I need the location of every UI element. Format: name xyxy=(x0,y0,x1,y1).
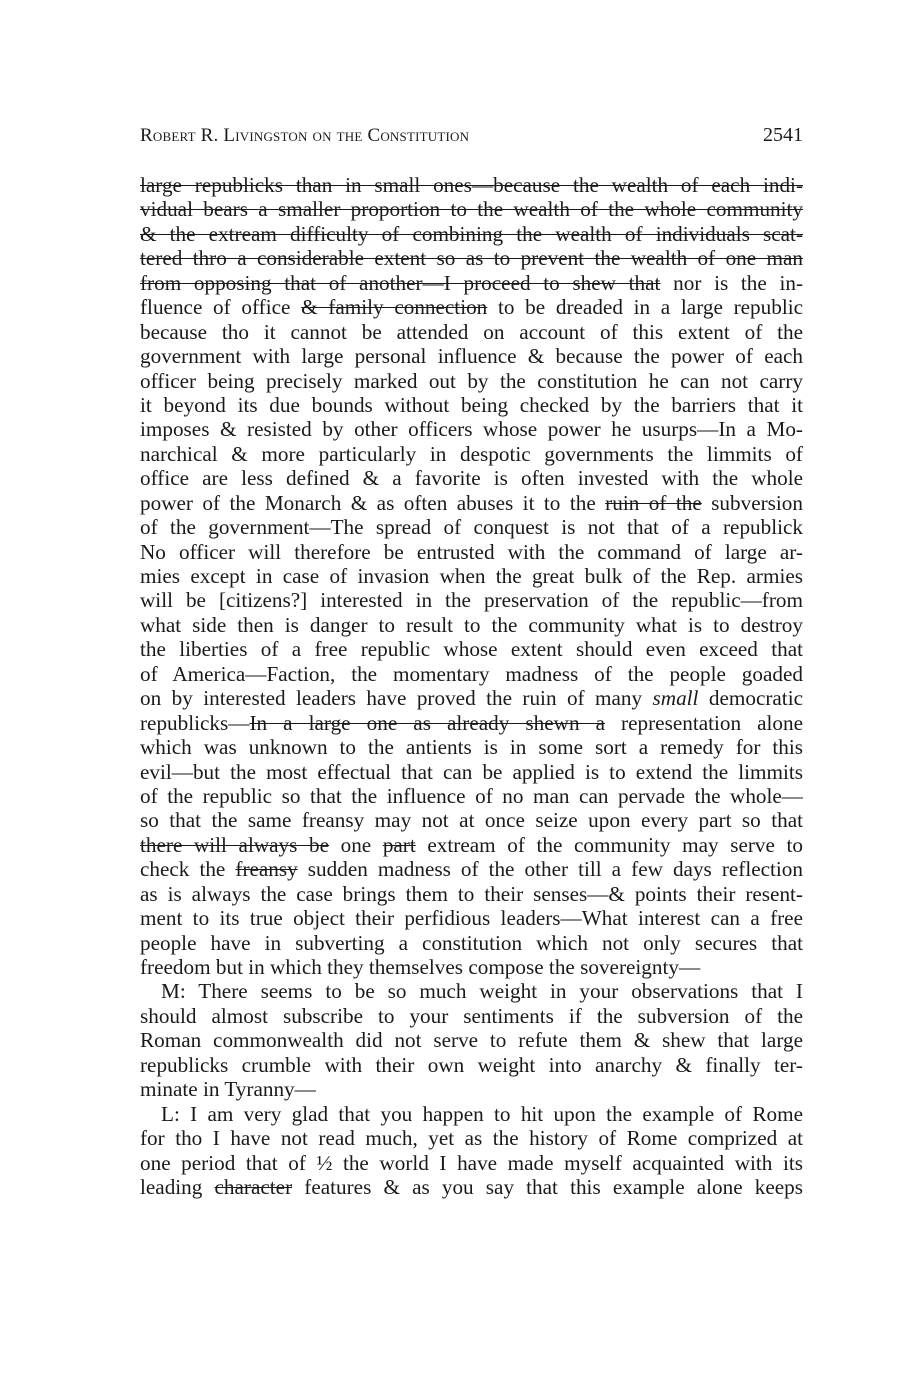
text-line xyxy=(140,295,803,319)
struck-text: & the extream difficulty of combining the wealth of individuals scat- xyxy=(140,221,803,246)
text-segment: government with large personal influence & because the power of each xyxy=(140,344,803,369)
text-segment: republicks— xyxy=(140,710,250,735)
text-line xyxy=(140,931,803,955)
text-segment: features & as you say that this example alone keeps xyxy=(292,1174,803,1199)
text-segment: ment to its true object their perfidious leaders—What interest can a free xyxy=(140,906,803,931)
struck-text: & family connection xyxy=(301,295,488,320)
text-line xyxy=(140,1028,803,1052)
text-line xyxy=(140,320,803,344)
text-line xyxy=(140,857,803,881)
text-segment: will be [citizens?] interested in the preservation of the republic—from xyxy=(140,588,803,613)
text-line xyxy=(140,393,803,417)
text-segment: what side then is danger to result to the community what is to destroy xyxy=(140,612,803,637)
text-segment: nor is the in- xyxy=(660,270,804,295)
text-line xyxy=(140,955,803,979)
text-line xyxy=(140,906,803,930)
text-line xyxy=(140,466,803,490)
struck-text: tered thro a considerable extent so as to prevent the wealth of one man xyxy=(140,246,803,271)
page-number: 2541 xyxy=(763,124,803,146)
text-segment: of the government—The spread of conquest is not that of a republick xyxy=(140,515,803,540)
body-text xyxy=(140,173,803,1199)
text-segment: should almost subscribe to your sentiments if the subversion of the xyxy=(140,1003,803,1028)
text-segment: imposes & resisted by other officers whose power he usurps—In a Mo- xyxy=(140,417,803,442)
text-segment: representation alone xyxy=(605,710,804,735)
text-segment: evil—but the most effectual that can be applied is to extend the limmits xyxy=(140,759,803,784)
text-line xyxy=(140,491,803,515)
struck-text: there will always be xyxy=(140,832,329,857)
text-line xyxy=(140,564,803,588)
book-page xyxy=(140,124,804,1199)
text-segment: freedom but in which they themselves compose the sovereignty— xyxy=(140,955,701,979)
struck-text: from opposing that of another—I proceed to shew that xyxy=(140,270,661,295)
text-segment: one xyxy=(328,832,383,857)
text-segment: No officer will therefore be entrusted with the command of large ar- xyxy=(140,539,803,564)
text-segment: extream of the community may serve to xyxy=(415,832,804,857)
text-line xyxy=(140,735,803,759)
text-line xyxy=(140,760,803,784)
text-segment: power of the Monarch & as often abuses it to the xyxy=(140,490,606,515)
text-segment: Roman commonwealth did not serve to refute them & shew that large xyxy=(140,1028,803,1053)
struck-text: character xyxy=(214,1174,293,1199)
text-segment: to be dreaded in a large republic xyxy=(487,295,803,320)
text-line xyxy=(140,686,803,710)
text-line xyxy=(140,613,803,637)
running-head-title: Robert R. Livingston on the Constitution xyxy=(140,125,470,146)
text-line xyxy=(140,1004,803,1028)
text-segment: subversion xyxy=(701,490,803,515)
text-segment: of America—Faction, the momentary madness of the people goaded xyxy=(140,661,803,686)
struck-text: part xyxy=(382,832,416,857)
struck-text: In a large one as already shewn a xyxy=(249,710,605,735)
text-segment: the liberties of a free republic whose extent should even exceed that xyxy=(140,637,803,662)
text-segment: because tho it cannot be attended on account of this extent of the xyxy=(140,319,803,344)
text-line xyxy=(140,1151,803,1175)
text-segment: leading xyxy=(140,1174,215,1199)
text-segment: on by interested leaders have proved the ruin of many xyxy=(140,686,653,711)
text-line xyxy=(140,979,803,1003)
text-segment: sudden madness of the other till a few days reflection xyxy=(297,857,803,882)
text-segment: it beyond its due bounds without being checked by the barriers that it xyxy=(140,392,803,417)
text-line xyxy=(140,1053,803,1077)
text-line xyxy=(140,1126,803,1150)
text-line xyxy=(140,246,803,270)
text-segment: as is always the case brings them to their senses—& points their resent- xyxy=(140,881,803,906)
text-line xyxy=(140,1175,803,1199)
text-line xyxy=(140,369,803,393)
text-line xyxy=(140,808,803,832)
text-line xyxy=(140,515,803,539)
italic-text: small xyxy=(652,686,699,711)
text-segment: republicks crumble with their own weight into anarchy & finally ter- xyxy=(140,1052,803,1077)
text-segment: check the xyxy=(140,857,236,882)
text-line xyxy=(140,222,803,246)
text-segment: narchical & more particularly in despotic governments the limmits of xyxy=(140,441,803,466)
text-segment: minate in Tyranny— xyxy=(140,1077,316,1102)
text-line xyxy=(140,540,803,564)
text-line xyxy=(140,344,803,368)
running-head xyxy=(140,124,803,152)
struck-text: ruin of the xyxy=(605,490,702,515)
text-line xyxy=(140,417,803,441)
text-segment: M: There seems to be so much weight in your observations that I xyxy=(161,979,803,1004)
text-segment: for tho I have not read much, yet as the history of Rome comprized at xyxy=(140,1126,803,1151)
text-line xyxy=(140,1077,803,1101)
text-line xyxy=(140,588,803,612)
struck-text: vidual bears a smaller proportion to the wealth of the whole community xyxy=(140,197,803,222)
text-line xyxy=(140,173,803,197)
text-line xyxy=(140,271,803,295)
text-line xyxy=(140,882,803,906)
text-segment: office are less defined & a favorite is often invested with the whole xyxy=(140,466,803,491)
text-line xyxy=(140,662,803,686)
text-segment: officer being precisely marked out by the constitution he can not carry xyxy=(140,368,803,393)
struck-text: large republicks than in small ones—because the wealth of each indi- xyxy=(140,173,803,197)
text-line xyxy=(140,1102,803,1126)
text-line xyxy=(140,833,803,857)
text-segment: democratic xyxy=(698,686,803,711)
text-segment: of the republic so that the influence of no man can pervade the whole— xyxy=(140,783,803,808)
text-line xyxy=(140,442,803,466)
text-segment: L: I am very glad that you happen to hit upon the example of Rome xyxy=(161,1101,803,1126)
text-line xyxy=(140,711,803,735)
text-segment: so that the same freansy may not at once seize upon every part so that xyxy=(140,808,803,833)
text-line xyxy=(140,197,803,221)
text-segment: one period that of ½ the world I have made myself acquainted with its xyxy=(140,1150,803,1175)
text-line xyxy=(140,637,803,661)
text-segment: which was unknown to the antients is in some sort a remedy for this xyxy=(140,735,803,760)
text-line xyxy=(140,784,803,808)
text-segment: mies except in case of invasion when the great bulk of the Rep. armies xyxy=(140,564,803,588)
struck-text: freansy xyxy=(235,857,298,882)
text-segment: people have in subverting a constitution which not only secures that xyxy=(140,930,803,955)
text-segment: fluence of office xyxy=(140,295,302,320)
